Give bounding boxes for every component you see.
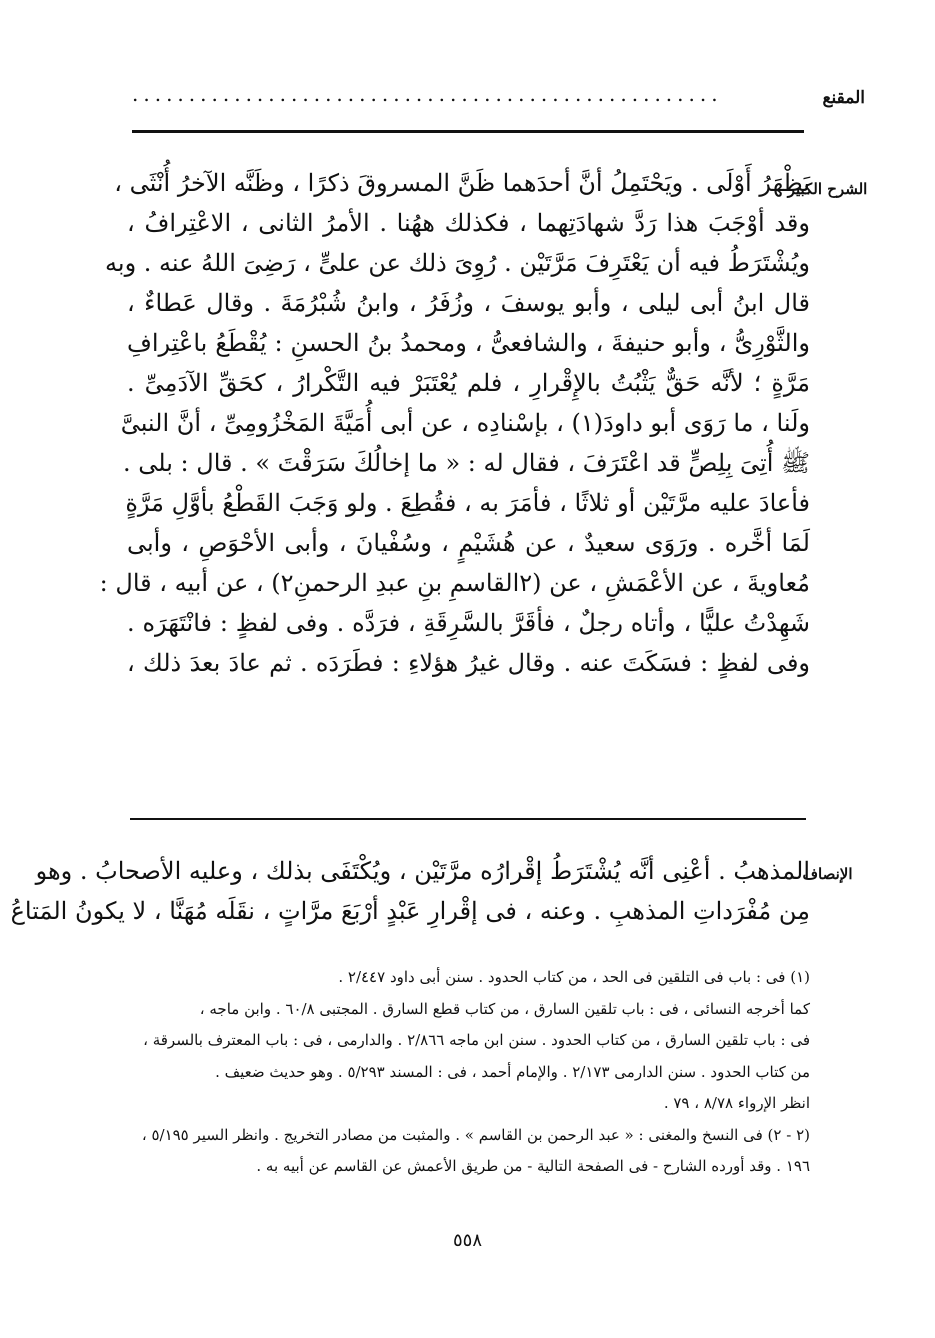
footnote-line: (١) فى : باب فى التلقين فى الحد ، من كتاب الحدود . سنن أبى داود ٢/٤٤٧ . — [338, 968, 810, 986]
page-number: ٥٥٨ — [452, 1230, 482, 1251]
footnote-line: انظر الإرواء ٨/٧٨ ، ٧٩ . — [663, 1094, 810, 1112]
header-rule — [132, 130, 804, 133]
sharh-text-line: قال ابنُ أبى ليلى ، وأبو يوسفَ ، وزُفَرُ ، وابنُ شُبْرُمَةَ . وقال عَطاءٌ ، — [127, 289, 810, 317]
insaf-body-text — [10, 851, 810, 931]
insaf-text-line: مِن مُفْرَداتِ المذهبِ . وعنه ، فى إقْرارِ عَبْدٍ أرْبَعَ مرَّاتٍ ، نقَلَه مُهَنَّا ، لا يكونُ المَتاعُ — [10, 897, 810, 925]
footnote-line: كما أخرجه النسائى ، فى : باب تلقين السارق ، من كتاب قطع السارق . المجتبى ٦٠/٨ . وابن ماجه ، — [199, 999, 810, 1018]
sharh-text-line: يَظْهَرُ أَوْلَى . ويَحْتَمِلُ أنَّ أحدَهما ظَنَّ المسروقَ ذكرًا ، وظَنَّه الآخرُ أُنْثَى ، — [114, 169, 810, 197]
sharh-text-line: مُعاويةَ ، عن الأعْمَشِ ، عن (٢القاسمِ بنِ عبدِ الرحمنِ٢) ، عن أبيه ، قال : — [99, 569, 810, 597]
section-divider — [130, 818, 806, 820]
sharh-text-line: ولَنا ، ما رَوَى أبو داودَ(١) ، بإسْنادِه ، عن أبى أُمَيَّةَ المَخْزُومِىِّ ، أنَّ النبىَّ — [120, 409, 810, 437]
running-title: المقنع — [822, 88, 865, 108]
insaf-text-line: المذهبُ . أعْنِى أنَّه يُشْتَرَطُ إقْرارُه مرَّتَيْن ، ويُكْتَفَى بذلك ، وعليه الأصحابُ . وهو — [35, 857, 810, 885]
sharh-section-label: الشرح الكبير — [787, 180, 868, 198]
sharh-text-line: وفى لفظٍ : فسَكَتَ عنه . وقال غيرُ هؤلاءِ : فطَرَدَه . ثم عادَ بعدَ ذلك ، — [127, 649, 810, 677]
sharh-text-line: شَهِدْتُ عليًّا ، وأتاه رجلٌ ، فأقَرَّ بالسَّرِقَةِ ، فرَدَّه . وفى لفظٍ : فانْتَهَرَه . — [127, 609, 810, 637]
sharh-text-line: لَمَا أخَّره . ورَوَى سعيدٌ ، عن هُشَيْمٍ ، وسُفْيانَ ، وأبى الأحْوَصِ ، وأبى — [127, 529, 810, 557]
sharh-text-line: ويُشْتَرَطُ فيه أن يَعْتَرِفَ مَرَّتَيْن . رُوِىَ ذلك عن علىٍّ ، رَضِىَ اللهُ عنه . وبه — [105, 249, 810, 277]
insaf-section-label: الإنصاف — [802, 865, 853, 883]
sharh-text-line: مَرَّةٍ ؛ لأنَّه حَقٌّ يَثْبُتُ بالإِقْرارِ ، فلم يُعْتَبَرْ فيه التَّكْرارُ ، كحَقِّ الآدَمِىِّ . — [127, 369, 810, 397]
footnote-line: (٢ - ٢) فى النسخ والمغنى : « عبد الرحمن بن القاسم » . والمثبت من مصادر التخريج . وانظر السير ٥/١٩٥ ، — [141, 1125, 810, 1144]
dot-leader: .................................................... — [132, 82, 723, 106]
footnote-line: ١٩٦ . وقد أورده الشارح - فى الصفحة التالية - من طريق الأعمش عن القاسم عن أبيه به . — [256, 1157, 810, 1175]
sharh-text-line: وقد أوْجَبَ هذا رَدَّ شهادَتِهما ، فكذلك ههُنا . الأمرُ الثانى ، الاعْتِرافُ ، — [127, 209, 810, 237]
sharh-body-text — [99, 163, 810, 683]
sharh-text-line: والثَّوْرِىُّ ، وأبو حنيفةَ ، والشافعىُّ ، ومحمدُ بنُ الحسنِ : يُقْطَعُ باعْتِرافِ — [127, 329, 810, 357]
footnotes — [127, 962, 810, 1183]
sharh-text-line: فأعادَ عليه مرَّتَيْن أو ثلاثًا ، فأمَرَ به ، فقُطِعَ . ولو وَجَبَ القَطْعُ بأوَّلِ مَرَّةٍ — [125, 489, 810, 517]
footnote-line: فى : باب تلقين السارق ، من كتاب الحدود . سنن ابن ماجه ٢/٨٦٦ . والدارمى ، فى : باب المعترف بالسرقة ، — [143, 1031, 810, 1049]
sharh-text-line: ﷺ أُتِىَ بِلِصٍّ قد اعْتَرَفَ ، فقال له : « ما إخالُكَ سَرَقْتَ » . قال : بلى . — [123, 449, 810, 477]
footnote-line: من كتاب الحدود . سنن الدارمى ٢/١٧٣ . والإمام أحمد ، فى : المسند ٥/٢٩٣ . وهو حديث ضعيف . — [215, 1062, 810, 1081]
